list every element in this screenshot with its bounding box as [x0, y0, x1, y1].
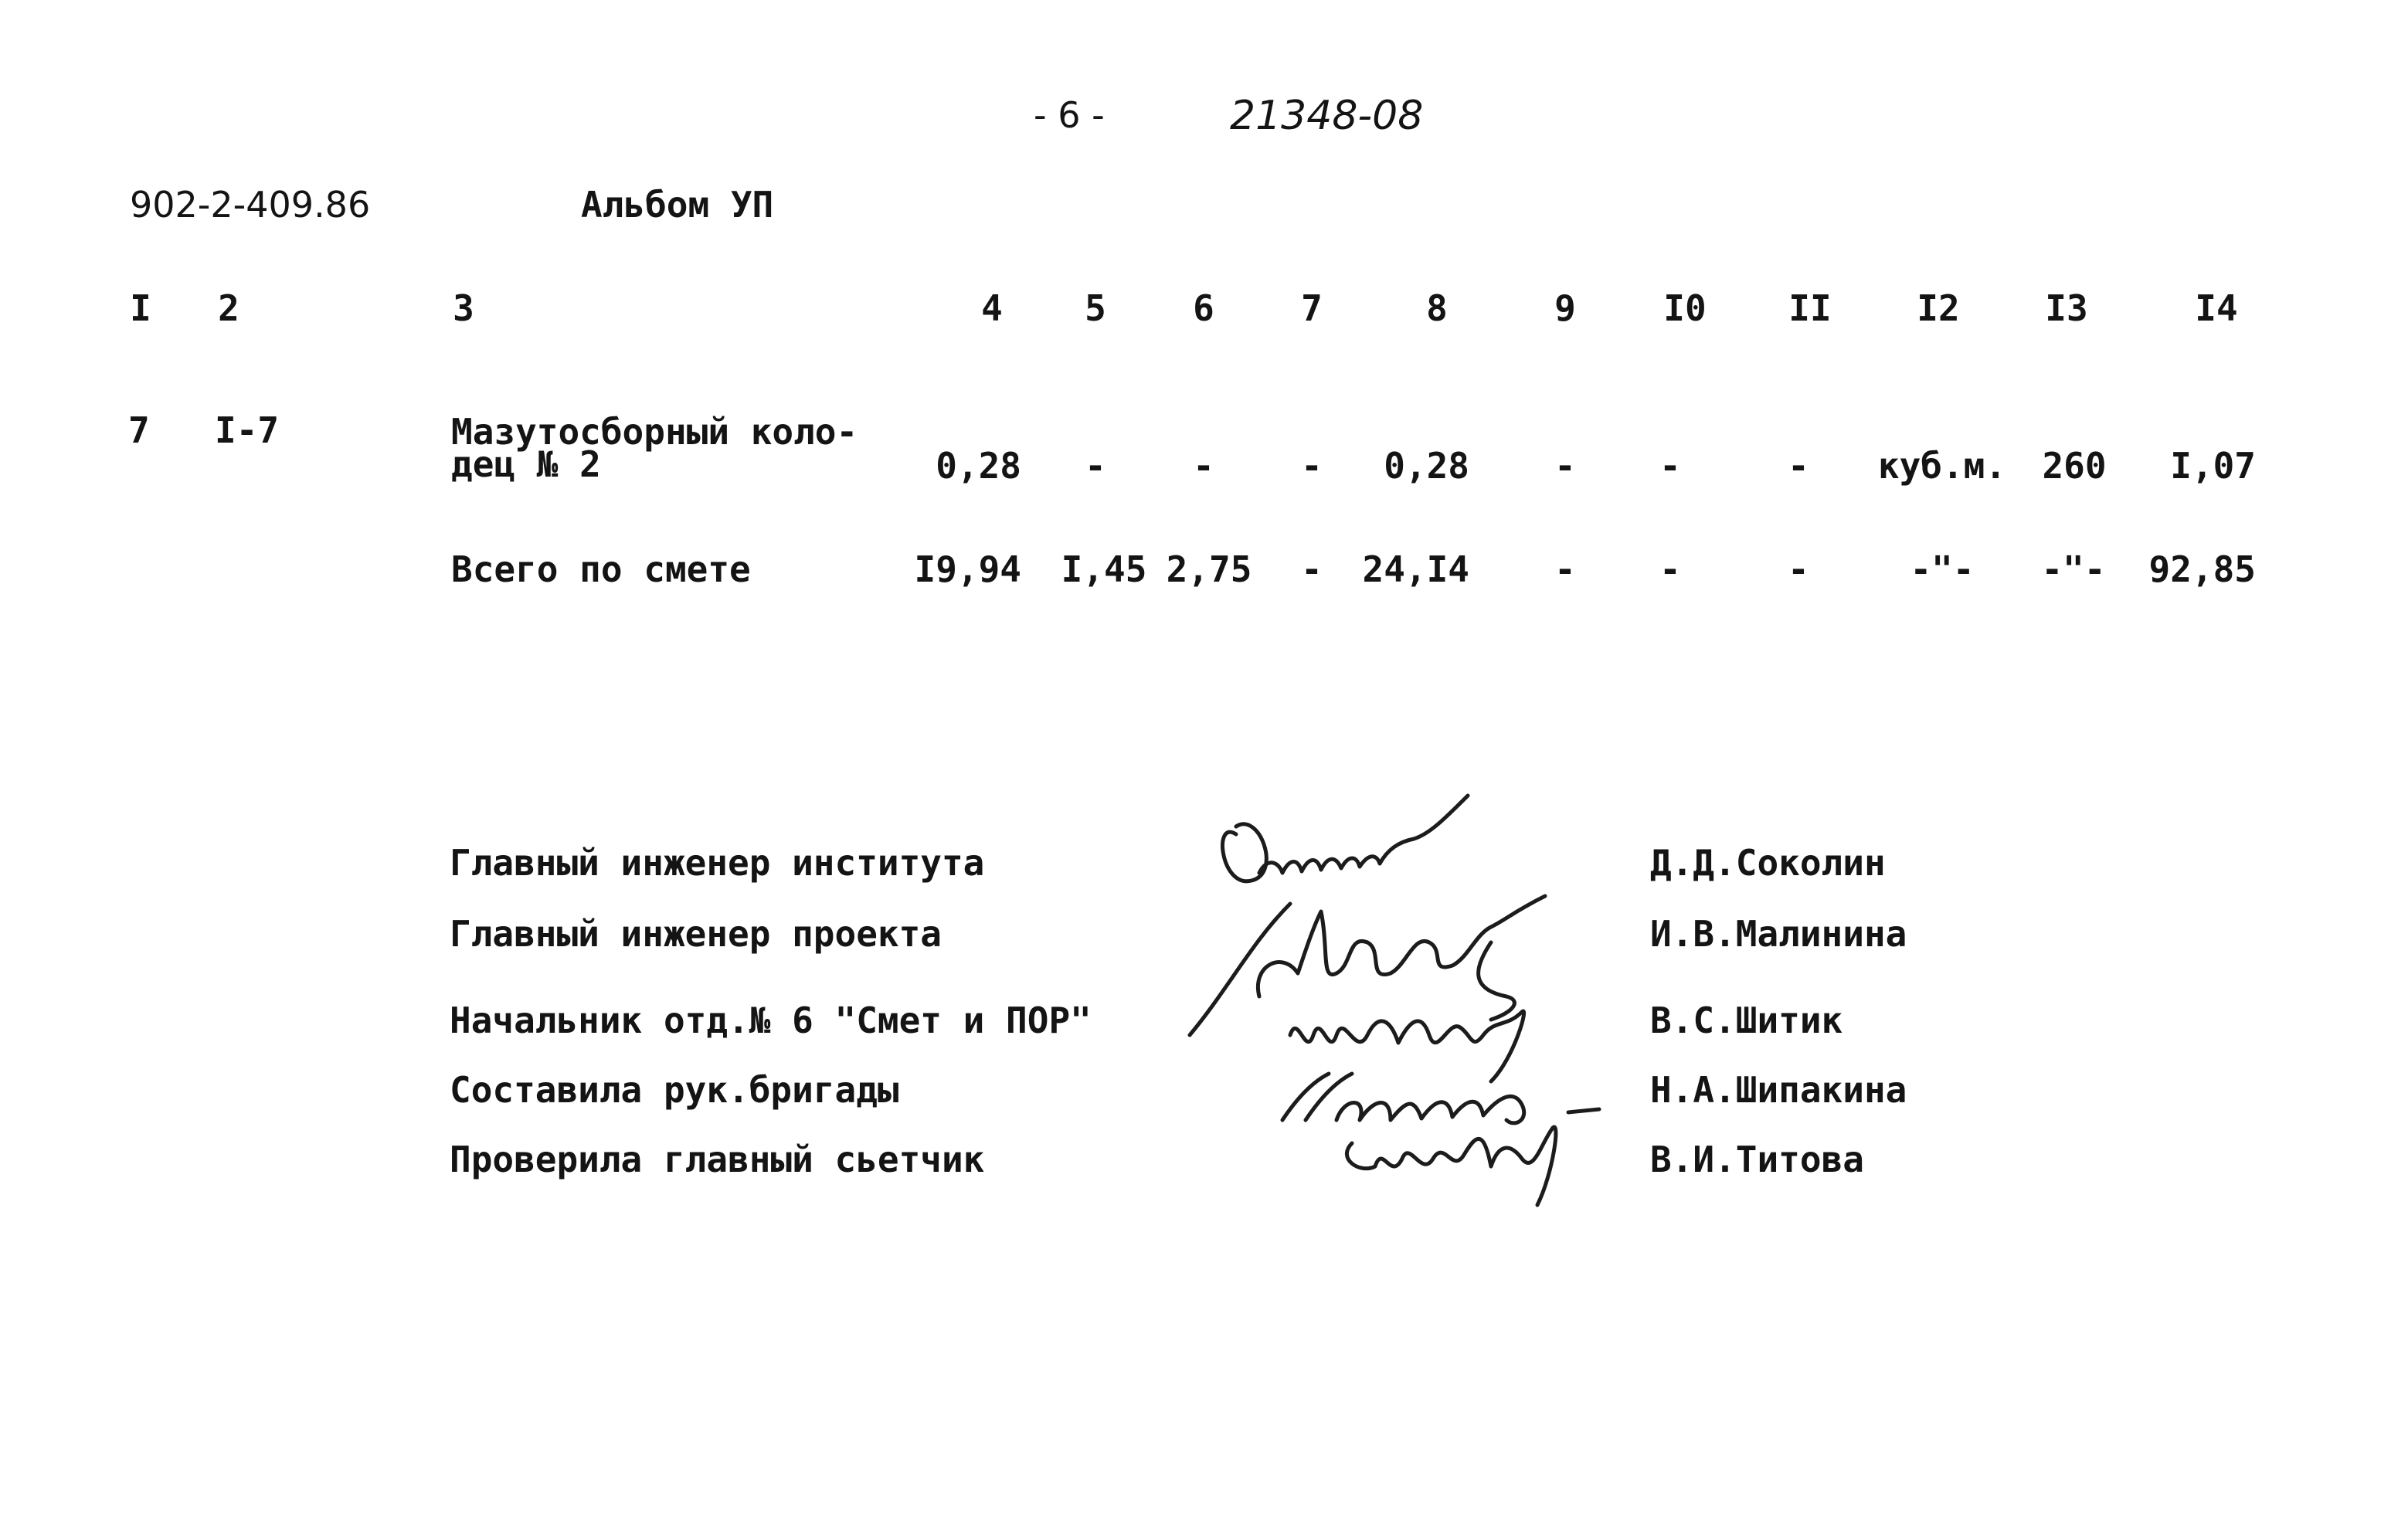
column-number: I3	[2045, 287, 2088, 329]
handwritten-signature	[1329, 1112, 1576, 1213]
cell-col13: 260	[2042, 445, 2107, 487]
cell-col5: -	[1085, 445, 1106, 487]
signatory-name: И.В.Малинина	[1650, 913, 1907, 955]
cell-col14: 92,85	[2148, 548, 2256, 590]
document-code: 902-2-409.86	[130, 184, 371, 226]
column-number: I0	[1663, 287, 1707, 329]
signatory-name: Н.А.Шипакина	[1650, 1069, 1907, 1111]
cell-col8: 0,28	[1384, 445, 1469, 487]
column-number: 5	[1085, 287, 1106, 329]
cell-col11: -	[1788, 548, 1809, 590]
cell-col14: I,07	[2170, 445, 2256, 487]
cell-col4: I9,94	[914, 548, 1021, 590]
row-code: I-7	[215, 409, 280, 451]
page-number: - 6 -	[1034, 94, 1105, 136]
column-number: 6	[1193, 287, 1214, 329]
cell-col9: -	[1554, 445, 1576, 487]
cell-col13-ditto: -"-	[2041, 548, 2106, 590]
signatory-role: Составила рук.бригады	[450, 1069, 899, 1111]
cell-col7: -	[1301, 445, 1323, 487]
column-number: 4	[981, 287, 1003, 329]
cell-col11: -	[1788, 445, 1809, 487]
column-number: I2	[1917, 287, 1960, 329]
signatory-role: Главный инженер проекта	[450, 913, 942, 955]
handwritten-stamp-number: 21348-08	[1230, 93, 1424, 139]
row-name-line2: дец № 2	[451, 443, 601, 485]
row-name-line1: Мазутосборный коло-	[451, 411, 858, 453]
signatory-name: В.И.Титова	[1650, 1139, 1864, 1180]
cell-col9: -	[1554, 548, 1576, 590]
column-number: 7	[1301, 287, 1323, 329]
signatory-name: В.С.Шитик	[1650, 1000, 1843, 1041]
column-number: 9	[1554, 287, 1576, 329]
column-number: 2	[218, 287, 239, 329]
cell-col6: 2,75	[1166, 548, 1252, 590]
column-number: I4	[2195, 287, 2238, 329]
signatory-name: Д.Д.Соколин	[1650, 842, 1886, 884]
column-number: 8	[1426, 287, 1448, 329]
cell-col5: I,45	[1061, 548, 1147, 590]
row-name-total: Всего по смете	[451, 548, 751, 590]
cell-col10: -	[1659, 548, 1681, 590]
column-number: II	[1788, 287, 1832, 329]
cell-col12-unit: куб.м.	[1877, 445, 2007, 487]
album-title: Альбом УП	[581, 184, 774, 226]
cell-col8: 24,I4	[1362, 548, 1469, 590]
cell-col7: -	[1301, 548, 1323, 590]
signatory-role: Проверила главный сьетчик	[450, 1139, 985, 1180]
cell-col4: 0,28	[936, 445, 1021, 487]
row-number: 7	[128, 409, 150, 451]
cell-col6: -	[1193, 445, 1214, 487]
column-number: 3	[453, 287, 474, 329]
signatory-role: Начальник отд.№ 6 "Смет и ПОР"	[450, 1000, 1092, 1041]
signatory-role: Главный инженер института	[450, 842, 985, 884]
cell-col12-ditto: -"-	[1910, 548, 1975, 590]
column-number: I	[130, 287, 151, 329]
cell-col10: -	[1659, 445, 1681, 487]
